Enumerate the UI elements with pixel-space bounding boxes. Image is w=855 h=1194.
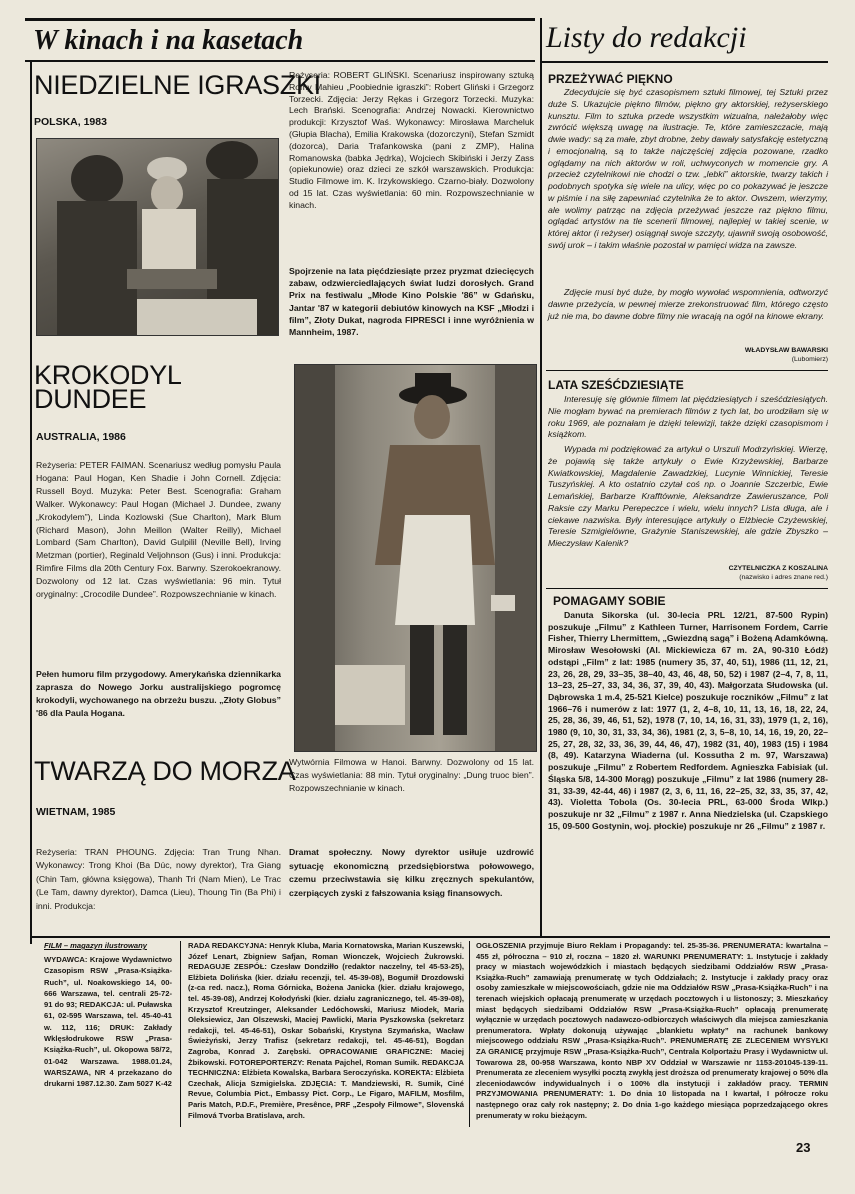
header-left [25, 18, 535, 62]
footer-divider-1 [180, 941, 181, 1127]
film2-blurb: Pełen humoru film przygodowy. Amerykańska dziennikarka zaprasza do Nowego Jorku australijskiego pogromcę krokodyli, wychowanego na obrzeżu buszu. „Złoty Globus” '86 dla Paula Hogana. [36, 669, 281, 718]
letter2-rule [546, 588, 828, 589]
letter2-signature: CZYTELNICZKA Z KOSZALINA [728, 565, 828, 572]
film2-credits: Reżyseria: PETER FAIMAN. Scenariusz według pomysłu Paula Hogana: Paul Hogan, Ken Shadie i John Cornell. Zdjęcia: Russell Boyd. Muzyka: Peter Best. Scenografia: Graham Walker. Wykonawcy: Paul Hogan (Michael J. Dundee, zwany „Krokodylem”), Linda Kozlowski (Sue Charlton), Mark Blum (Richard Mason), John Meillon (Walter Reilly), Michael Lombard (Sam Charlton), David Gulpilil (Neville Bell), Irving Metzman (portier), Reginald Veljohnson (Gus) i inni. Produkcja: Rimfire Films dla 20th Century Fox. Barwny. Szerokoekranowy. Dozwolony od 12 lat. Czas wyświetlania: 96 min. Tytuł oryginalny: „Crocodile Dundee”. Rozpowszechnianie w kinach. [36, 460, 281, 600]
film1-photo-figures [37, 139, 279, 336]
footer-divider-2 [469, 941, 470, 1127]
letter1-signature: WŁADYSŁAW BAWARSKI [744, 347, 828, 354]
section-title-cinema: W kinach i na kasetach [33, 25, 304, 56]
masthead-editorial-board: RADA REDAKCYJNA: Henryk Kluba, Maria Kornatowska, Marian Kuszewski, Józef Lenart, Zbigniew Safjan, Roman Wionczek, Wojciech Żukrowski. REDAGUJE ZESPÓŁ: Czesław Dondziłło (redaktor naczelny, tel 45-53-25), Elżbieta Dolińska (kier. działu recenzji, tel. 45-39-08), Bogumił Drozdowski (z-ca red. nacz.), Roma Górnicka, Bożena Janicka (kier. działu krajowego, tel. 45-39-08), Andrzej Kołodyński (kier. działu zagranicznego, tel. 45-39-08), Krzysztof Kreutzinger, Aleksander Ledóchowski, Mariusz Miodek, Maria Oleksiewicz, Jan Olszewski, Maciej Pawlicki, Maria Pyszkowska (sekretarz redakcji, tel. 45-46-51), Oskar Sobański, Krystyna Szymańska, Wacław Świeżyński, Jerzy Trafisz (sekretarz redakcji, tel. 45-46-51), Bogdan Zagroba, Konrad J. Zarębski. OPRACOWANIE GRAFICZNE: Maciej Żbikowski. FOTOREPORTERZY: Renata Pajchel, Roman Sumik. REDAKCJA TECHNICZNA: Elżbieta Kowalska, Barbara Seroczyńska. KOREKTA: Elżbieta Czechak, Alicja Szmigielska. ZDJĘCIA: T. Mandziewski, R. Sumik, Ciné Revue, Columbia Pict., Embassy Pict. Corp., Le Figaro, MAFILM, Mosfilm, Paris Match, P.D.F., Première, Presênce, PRF „Zespoły Filmowe”, Slovenská Filmová Tvorba Bratislava, arch. [188, 941, 464, 1120]
film2-title-line1: KROKODYL [34, 360, 182, 390]
film3-credits-cont: Wytwórnia Filmowa w Hanoi. Barwny. Dozwolony od 15 lat. Czas wyświetlania: 88 min. Tytuł oryginalny: „Dung truoc bien”. Rozpowszechnianie w kinach. [289, 757, 534, 793]
film1-blurb: Spojrzenie na lata pięćdziesiąte przez pryzmat dziecięcych zabaw, odzwierciedlających świat ludzi dorosłych. Grand Prix na festiwalu „Młode Kino Polskie '86” w Gdańsku, Jantar '87 w kategorii debiutów kinowych na KSF „Młodzi i film”, Złoty Dukat, nagroda FIPRESCI i inne wyróżnienia w Mannheim, 1987. [289, 266, 534, 338]
masthead-title: FILM – magazyn ilustrowany [44, 941, 147, 950]
letter1-body: Zdecydujcie się być czasopismem sztuki filmowej, tej Sztuki przez duże S. Ukazujcie piękno filmów, piękno gry aktorskiej, reżyserskiego kunsztu. Film to sztuka przede wszystkim wizualna, należałoby więc zwrócić większą uwagę na ilustracje. Te, które zamieszczacie, mają dwie wady: są za małe, zbyt drobne, żeby dawały satysfakcję estetyczną i emocjonalną, są to także najczęściej zdjęcia pozowane, rzadko oglądamy na nich aktorów w roli, uchwyconych w momencie gry. A przecież czytelnikowi nie chodzi o tzw. „lebki” aktorskie, twarzy takich i podobnych spotyka się wiele na ulicy, więc po co pokazywać je jeszcze w piśmie i na siłę zapewniać czytelnika że to aktor. Owszem, wierzymy, ale wolimy patrząc na zdjęcia przeżywać jeszcze raz piękno filmu, oglądać artystów na tle scenerii filmowej, najlepiej w takiej scenie, w której aktor (i reżyser) osiągnął swoje szczyty, ujawnił swoją osobowość, swój urok – i takim właśnie pozostał w pamięci widza na zawsze. [548, 87, 828, 250]
film3-credits: Reżyseria: TRAN PHOUNG. Zdjęcia: Tran Trung Nhan. Wykonawcy: Trong Khoi (Ba Dúc, nowy dyrektor), Tra Giang (Chin Tam, główna księgowa), Thanh Tri (Nam Mien), Le Trac (Le Tam, dawny dyrektor), Damca (Lieu), Thoung Tin (Ba Phi) i inni. Produkcja: [36, 847, 281, 911]
letter2-body: Interesuję się głównie filmem lat pięćdziesiątych i sześćdziesiątych. Nie mogłam bywać na premierach filmów z tych lat, bo urodziłam się w roku 1969, ale poznałam je dzięki telewizji, także dzięki czasopismom i książkom. [548, 394, 828, 440]
section-title-letters: Listy do redakcji [546, 21, 747, 54]
film3-blurb: Dramat społeczny. Nowy dyrektor usiłuje uzdrowić sytuację ekonomiczną przedsiębiorstwa połowowego, czemu przeciwstawia się kilku zręcznych spekulantów, czerpiących zyski z fałszowania ksiąg finansowych. [289, 847, 534, 898]
letter2-title: LATA SZEŚĆDZIESIĄTE [548, 378, 684, 392]
footer-top-rule [30, 936, 830, 938]
film2-country: AUSTRALIA, 1986 [36, 431, 126, 443]
film2-photo-figure [295, 365, 537, 752]
masthead-publisher: WYDAWCA: Krajowe Wydawnictwo Czasopism RSW „Prasa-Książka-Ruch”, ul. Noakowskiego 14, 00-666 Warszawa, tel. centrali 25-72-91 do 93; REDAKCJA: ul. Puławska 61, 02-595 Warszawa, tel. 45-40-41 w. 112, 116; DRUK: Zakłady Wklęsłodrukowe RSW „Prasa-Książka-Ruch”, ul. Okopowa 58/72, 01-042 Warszawa. 1988.01.24, WARSZAWA, NR 4 przekazano do drukarni 1987.12.30. Zam 5027 K-42 [44, 955, 172, 1089]
film1-photo [36, 138, 279, 336]
letter1-body2: Zdjęcie musi być duże, by mogło wywołać wspomnienia, odtworzyć dawne przeżycia, w pewnej mierze zrekonstruować film, którego często już nie ma, bo dawne dobre filmy nie wracają na ogół na kinowe ekrany. [548, 287, 828, 321]
letter3-title: POMAGAMY SOBIE [553, 594, 666, 608]
header-left-bottom-rule [25, 60, 535, 62]
film2-title-line2: DUNDEE [34, 384, 147, 414]
letter1-signature-place: (Lubomierz) [791, 356, 828, 363]
letter2-signature-note: (nazwisko i adres znane red.) [739, 574, 828, 581]
left-column-rule [30, 62, 32, 944]
page-number: 23 [796, 1140, 811, 1155]
film3-title: TWARZĄ DO MORZA [34, 756, 296, 786]
letter1-title: PRZEŻYWAĆ PIĘKNO [548, 72, 673, 86]
column-divider [540, 18, 542, 936]
film3-country: WIETNAM, 1985 [36, 806, 116, 818]
film2-photo [294, 364, 537, 752]
letter2-body2: Wypada mi podziękować za artykuł o Urszuli Modrzyńskiej. Wierzę, że pojawią się także artykuły o Ewie Krzyżewskiej, Barbarze Kwiatkowskiej, Magdalenie Zawadzkiej, Lucynie Winnickiej, Teresie Tuszyńskiej. A kto ostatnio czytał coś np. o Joannie Szczerbic, Ewie Lemańskiej, Barbarze Krafftównie, Aleksandrze Zawieruszance, Poli Raksie czy Marku Perepeczce i wielu, wielu innych? Lista długa, ale i ciekawe nazwiska. Były interesujące artykuły o Elżbiecie Czyżewskiej, Teresie Szmigielówne, Grażynie Staniszewskiej, ale gdzie Zbyszko – Mieczysław Kalenik? [548, 444, 828, 548]
masthead-subscription: OGŁOSZENIA przyjmuje Biuro Reklam i Propagandy: tel. 25-35-36. PRENUMERATA: kwartalna – 455 zł, półroczna – 910 zł, roczna – 1820 zł. WARUNKI PRENUMERATY: 1. Instytucje i zakłady pracy w miastach wojewódzkich i miastach będących siedzibami Oddziałów RSW „Prasa-Książka-Ruch” zamawiają prenumeratę w tych Oddziałach; 2. Instytucje i zakłady pracy oraz osoby zamieszkałe w miejscowościach, gdzie nie ma Oddziałów RSW „Prasa-Książka-Ruch” i na terenach wiejskich opłacają prenumeratę w urzędach pocztowych i u listonoszy; 3. Mieszkańcy miast będących siedzibami Oddziałów RSW „Prasa-Książka-Ruch” opłacają prenumeratę wyłącznie w urzędach pocztowych nadawczo-odbiorczych właściwych dla miejsca zamieszkania prenumeratora. Wpłaty dokonują używając „blankietu wpłaty” na rachunek bankowy miejscowego oddziału RSW „Prasa-Książka-Ruch”. PRENUMERATĘ ZE ZLECENIEM WYSYŁKI ZA GRANICĘ przyjmuje RSW „Prasa-Książka-Ruch”, Centrala Kolportażu Prasy i Wydawnictw ul. Towarowa 28, 00-958 Warszawa, konto NBP XV Oddział w Warszawie nr 1153-201045-139-11. Prenumerata ze zleceniem wysyłki pocztą zwykłą jest droższa od prenumeraty krajowej o 50% dla zleceniodawców indywidualnych i o 100% dla instytucji i zakładów pracy. TERMIN PRZYJMOWANIA PRENUMERATY: 1. Do dnia 10 listopada na I kwartał, I półrocze roku następnego oraz cały rok następny; 2. Do dnia 1-go każdego miesiąca poprzedzającego okres prenumeraty w roku bieżącym. [476, 941, 828, 1120]
film1-credits: Reżyseria: ROBERT GLIŃSKI. Scenariusz inspirowany sztuką Romy Mahieu „Poobiednie igraszki”: Robert Gliński i Grzegorz Torzecki. Zdjęcia: Jerzy Rękas i Grzegorz Torzecki. Muzyka: Lech Brański. Scenografia: Andrzej Nowacki. Kierownictwo produkcji: Krzysztof Waś. Wykonawcy: Mirosława Marcheluk (Głupia Blacha), Emilia Krakowska (dozorczyni), Stefan Szmidt (dozorca), Daria Trafankowska (pani z ZMP), Halina Romanowska (babka Jędrka), Wojciech Skibiński i Jerzy Zass (opiekunowie) oraz dzieci ze szkół warszawskich. Produkcja: Studio Filmowe im. K. Irzykowskiego. Czarno-biały. Dozwolony od 15 lat. Czas wyświetlania: 60 min. Rozpowszechnianie w kinach. [289, 70, 534, 210]
letter3-body: Danuta Sikorska (ul. 30-lecia PRL 12/21, 87-500 Rypin) poszukuje „Filmu” z Kathleen Turner, Harrisonem Fordem, Carrie Fisher, Thierry Lhermittem, „Gwiezdną sagą” i Bożeną Adamkówną. Mirosław Wesołowski (Al. Mickiewicza 67 m. 2A, 90-310 Łódź) odstąpi „Film” z lat: 1985 (numery 35, 37, 40, 51), 1986 (11, 12, 21, 23, 26, 28, 29, 33–35, 38–40, 43, 46, 48, 50, 52) i 1987 (2–4, 7, 8, 11, 13–23, 25–27, 33, 34, 36, 37, 39, 40, 43). Małgorzata Słudowska (ul. Dąbrowska 1 m.4, 25-521 Kielce) poszukuje roczników „Filmu” z lat 1966–76 i numerów z lat: 1977 (1, 2, 4–8, 10, 11, 13, 16, 18, 22, 24, 25, 28, 36, 39, 46, 51, 52), 1978 (7, 10, 14, 16, 31, 33), 1979 (1, 2, 16), 1980 (9, 10, 30, 31, 33, 34, 36), 1981 (2, 3, 5–8, 10, 14, 16, 19, 20, 22–25, 27, 28, 32, 33, 36, 39, 44, 46, 47), 1982 (31, 40), 1983 (15) i 1984 (8, 49). Katarzyna Wiaderna (ul. Kossutha 2 m. 97, Warszawa) poszukuje „Filmu” z Robertem Redfordem. Agnieszka Fabisiak (ul. Śląska 5/8, 14-300 Morąg) poszukuje „Filmu” z lat 1986 (numery 28-31, 33-39, 42-44, 46) i 1987 (2, 3, 6, 11, 16, 22–25, 32, 33, 35, 37, 42, 43). Violetta Tobola (Os. 30-lecia PRL, 63-000 Środa Wlkp.) poszukuje nr 32 „Filmu” z 1987 r. Anna Niedzielska (ul. Czapskiego 15, 09-500 Gostynin, woj. płockie) poszukuje nr 26 „Filmu” z 1987 r. [548, 610, 828, 831]
header-right-bottom-rule [540, 61, 828, 63]
film1-title: NIEDZIELNE IGRASZKI [34, 70, 321, 100]
letter1-rule [546, 370, 828, 371]
header-right [540, 18, 830, 62]
film1-country: POLSKA, 1983 [34, 116, 107, 128]
